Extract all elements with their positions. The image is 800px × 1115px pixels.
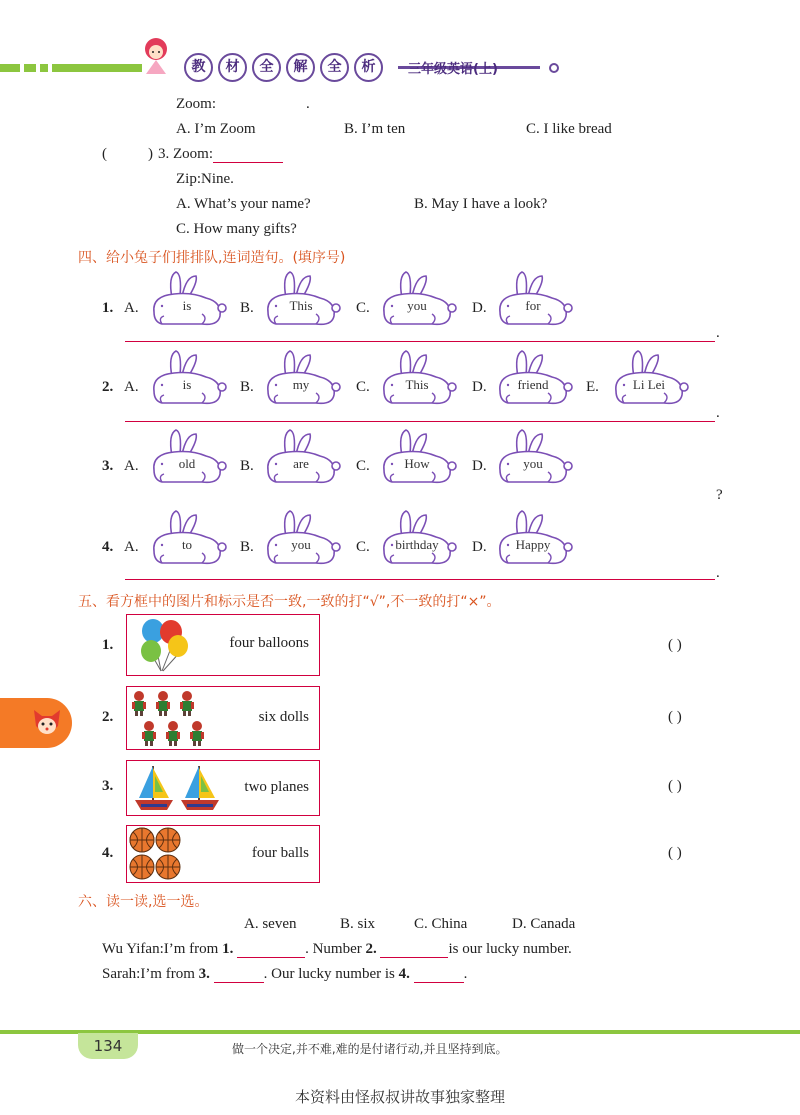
s5-item-3-box bbox=[126, 760, 320, 816]
header-grade: 三年级英语(上) bbox=[408, 62, 498, 77]
header-title-char-4: 解 bbox=[286, 53, 315, 82]
s4-row-3-option-letter: C. bbox=[356, 458, 370, 474]
s4-row-3-option-letter: B. bbox=[240, 458, 254, 474]
s4-row-2-option-letter: D. bbox=[472, 379, 487, 395]
s4-row-1-option-letter: C. bbox=[356, 300, 370, 316]
rabbit-word-card bbox=[378, 509, 458, 567]
rabbit-word: you bbox=[291, 537, 311, 552]
rabbit-word-card bbox=[262, 509, 342, 567]
s4-row-4-end-punctuation: . bbox=[716, 565, 720, 581]
s4-row-2-number: 2. bbox=[102, 379, 114, 395]
section-4-title: 四、给小兔子们排排队,连词造句。(填序号) bbox=[78, 250, 346, 266]
s4-row-2-option-letter: B. bbox=[240, 379, 254, 395]
header-title-char-2: 材 bbox=[218, 53, 247, 82]
q3-option-c: C. How many gifts? bbox=[176, 221, 297, 237]
rabbit-word: is bbox=[182, 377, 192, 392]
rabbit-word-card bbox=[148, 428, 228, 486]
s5-item-2-box bbox=[126, 686, 320, 750]
rabbit-word-card bbox=[148, 509, 228, 567]
rabbit-word-card bbox=[262, 349, 342, 407]
rabbit-word: friend bbox=[517, 377, 549, 392]
footer-credit: 本资料由怪叔叔讲故事独家整理 bbox=[294, 1088, 505, 1106]
s5-item-2-label: six dolls bbox=[258, 709, 309, 725]
s5-item-3-label: two planes bbox=[244, 779, 309, 795]
rabbit-word-card bbox=[494, 349, 574, 407]
q3-blank[interactable] bbox=[213, 146, 283, 163]
prev-option-b: B. I’m ten bbox=[344, 121, 406, 137]
side-tab bbox=[0, 698, 72, 748]
s5-item-3-number: 3. bbox=[102, 778, 114, 794]
rabbit-word-card bbox=[610, 349, 690, 407]
rabbit-word: you bbox=[523, 456, 543, 471]
header-title-char-5: 全 bbox=[320, 53, 349, 82]
rabbit-word-card bbox=[148, 270, 228, 328]
header-stripe bbox=[0, 58, 800, 80]
q3-prompt: 3. Zoom: bbox=[158, 146, 283, 163]
rabbit-word-card bbox=[378, 270, 458, 328]
s4-row-2-end-punctuation: . bbox=[716, 405, 720, 421]
s5-item-1-box bbox=[126, 614, 320, 676]
s4-row-1-number: 1. bbox=[102, 300, 114, 316]
s5-item-1-answer[interactable]: ( ) bbox=[668, 637, 682, 653]
rabbit-word-card bbox=[148, 349, 228, 407]
q3-zip-line: Zip:Nine. bbox=[176, 171, 234, 187]
rabbit-word-card bbox=[378, 349, 458, 407]
s5-item-3-answer[interactable]: ( ) bbox=[668, 778, 682, 794]
prev-option-a: A. I’m Zoom bbox=[176, 121, 256, 137]
s4-row-1-option-letter: D. bbox=[472, 300, 487, 316]
rabbit-word: How bbox=[404, 456, 430, 471]
s4-row-4-option-letter: D. bbox=[472, 539, 487, 555]
footer-motto: 做一个决定,并不难,难的是付诸行动,并且坚持到底。 bbox=[232, 1042, 508, 1056]
section-5-title: 五、看方框中的图片和标示是否一致,一致的打“√”,不一致的打“×”。 bbox=[78, 594, 501, 610]
rabbit-word: Li Lei bbox=[632, 377, 666, 392]
s6-option-b: B. six bbox=[340, 916, 376, 932]
s5-item-4-answer[interactable]: ( ) bbox=[668, 845, 682, 861]
zoom-line: Zoom: . bbox=[176, 96, 310, 112]
header-title-char-6: 析 bbox=[354, 53, 383, 82]
s4-row-4-number: 4. bbox=[102, 539, 114, 555]
rabbit-word: This bbox=[405, 377, 429, 392]
q3-answer-paren-close[interactable]: ) bbox=[148, 146, 153, 162]
header-title-char-3: 全 bbox=[252, 53, 281, 82]
s6-option-d: D. Canada bbox=[512, 916, 576, 932]
s4-row-4-answer-line[interactable] bbox=[125, 579, 715, 580]
s6-option-a: A. seven bbox=[244, 916, 297, 932]
rabbit-word: is bbox=[182, 298, 192, 313]
rabbit-word-card bbox=[262, 270, 342, 328]
dolls-icon bbox=[129, 689, 221, 747]
sailboats-icon bbox=[131, 762, 227, 814]
header-title-char-1: 教 bbox=[184, 53, 213, 82]
s6-blank-4[interactable] bbox=[414, 966, 464, 983]
rabbit-word: birthday bbox=[395, 537, 439, 552]
section-6-title: 六、读一读,选一选。 bbox=[78, 894, 209, 910]
q3-option-b: B. May I have a look? bbox=[414, 196, 548, 212]
rabbit-word: Happy bbox=[515, 537, 551, 552]
basketballs-icon bbox=[129, 827, 193, 881]
rabbit-word-card bbox=[378, 428, 458, 486]
rabbit-word: to bbox=[181, 537, 193, 552]
s6-blank-3[interactable] bbox=[214, 966, 264, 983]
rabbit-word-card bbox=[262, 428, 342, 486]
page-number: 134 bbox=[78, 1033, 138, 1059]
s6-blank-2[interactable] bbox=[380, 941, 448, 958]
s4-row-4-option-letter: B. bbox=[240, 539, 254, 555]
s4-row-2-answer-line[interactable] bbox=[125, 421, 715, 422]
s5-item-1-number: 1. bbox=[102, 637, 114, 653]
rabbit-word: are bbox=[293, 456, 309, 471]
rabbit-word-card bbox=[494, 509, 574, 567]
s4-row-2-option-letter: E. bbox=[586, 379, 599, 395]
s4-row-3-number: 3. bbox=[102, 458, 114, 474]
s4-row-3-option-letter: D. bbox=[472, 458, 487, 474]
s6-line-1: Wu Yifan:I’m from 1. . Number 2. is our lucky number. bbox=[102, 941, 572, 957]
s4-row-2-option-letter: C. bbox=[356, 379, 370, 395]
s4-row-2-option-letter: A. bbox=[124, 379, 139, 395]
s4-row-1-option-letter: B. bbox=[240, 300, 254, 316]
s4-row-1-option-letter: A. bbox=[124, 300, 139, 316]
rabbit-word-card bbox=[494, 428, 574, 486]
q3-option-a: A. What’s your name? bbox=[176, 196, 311, 212]
s6-blank-1[interactable] bbox=[237, 941, 305, 958]
s5-item-1-label: four balloons bbox=[229, 635, 309, 651]
mascot-fox-icon bbox=[30, 706, 64, 740]
rabbit-word: old bbox=[178, 456, 196, 471]
rabbit-word: for bbox=[525, 298, 541, 313]
rabbit-word: you bbox=[407, 298, 427, 313]
s4-row-1-answer-line[interactable] bbox=[125, 341, 715, 342]
s5-item-2-number: 2. bbox=[102, 709, 114, 725]
s6-line-2: Sarah:I’m from 3. . Our lucky number is 4. . bbox=[102, 966, 468, 982]
rabbit-word: This bbox=[289, 298, 313, 313]
mascot-girl-icon bbox=[138, 36, 174, 76]
s5-item-4-number: 4. bbox=[102, 845, 114, 861]
prev-option-c: C. I like bread bbox=[526, 121, 612, 137]
q3-answer-paren-open: ( bbox=[102, 146, 107, 162]
balloons-icon bbox=[133, 617, 193, 673]
s4-row-3-end-punctuation: ? bbox=[716, 487, 723, 503]
s4-row-4-option-letter: A. bbox=[124, 539, 139, 555]
rabbit-word-card bbox=[494, 270, 574, 328]
s4-row-4-option-letter: C. bbox=[356, 539, 370, 555]
rabbit-word: my bbox=[292, 377, 310, 392]
s5-item-2-answer[interactable]: ( ) bbox=[668, 709, 682, 725]
s6-option-c: C. China bbox=[414, 916, 468, 932]
s5-item-4-label: four balls bbox=[251, 845, 309, 861]
s4-row-1-end-punctuation: . bbox=[716, 325, 720, 341]
s4-row-3-option-letter: A. bbox=[124, 458, 139, 474]
s5-item-4-box bbox=[126, 825, 320, 883]
